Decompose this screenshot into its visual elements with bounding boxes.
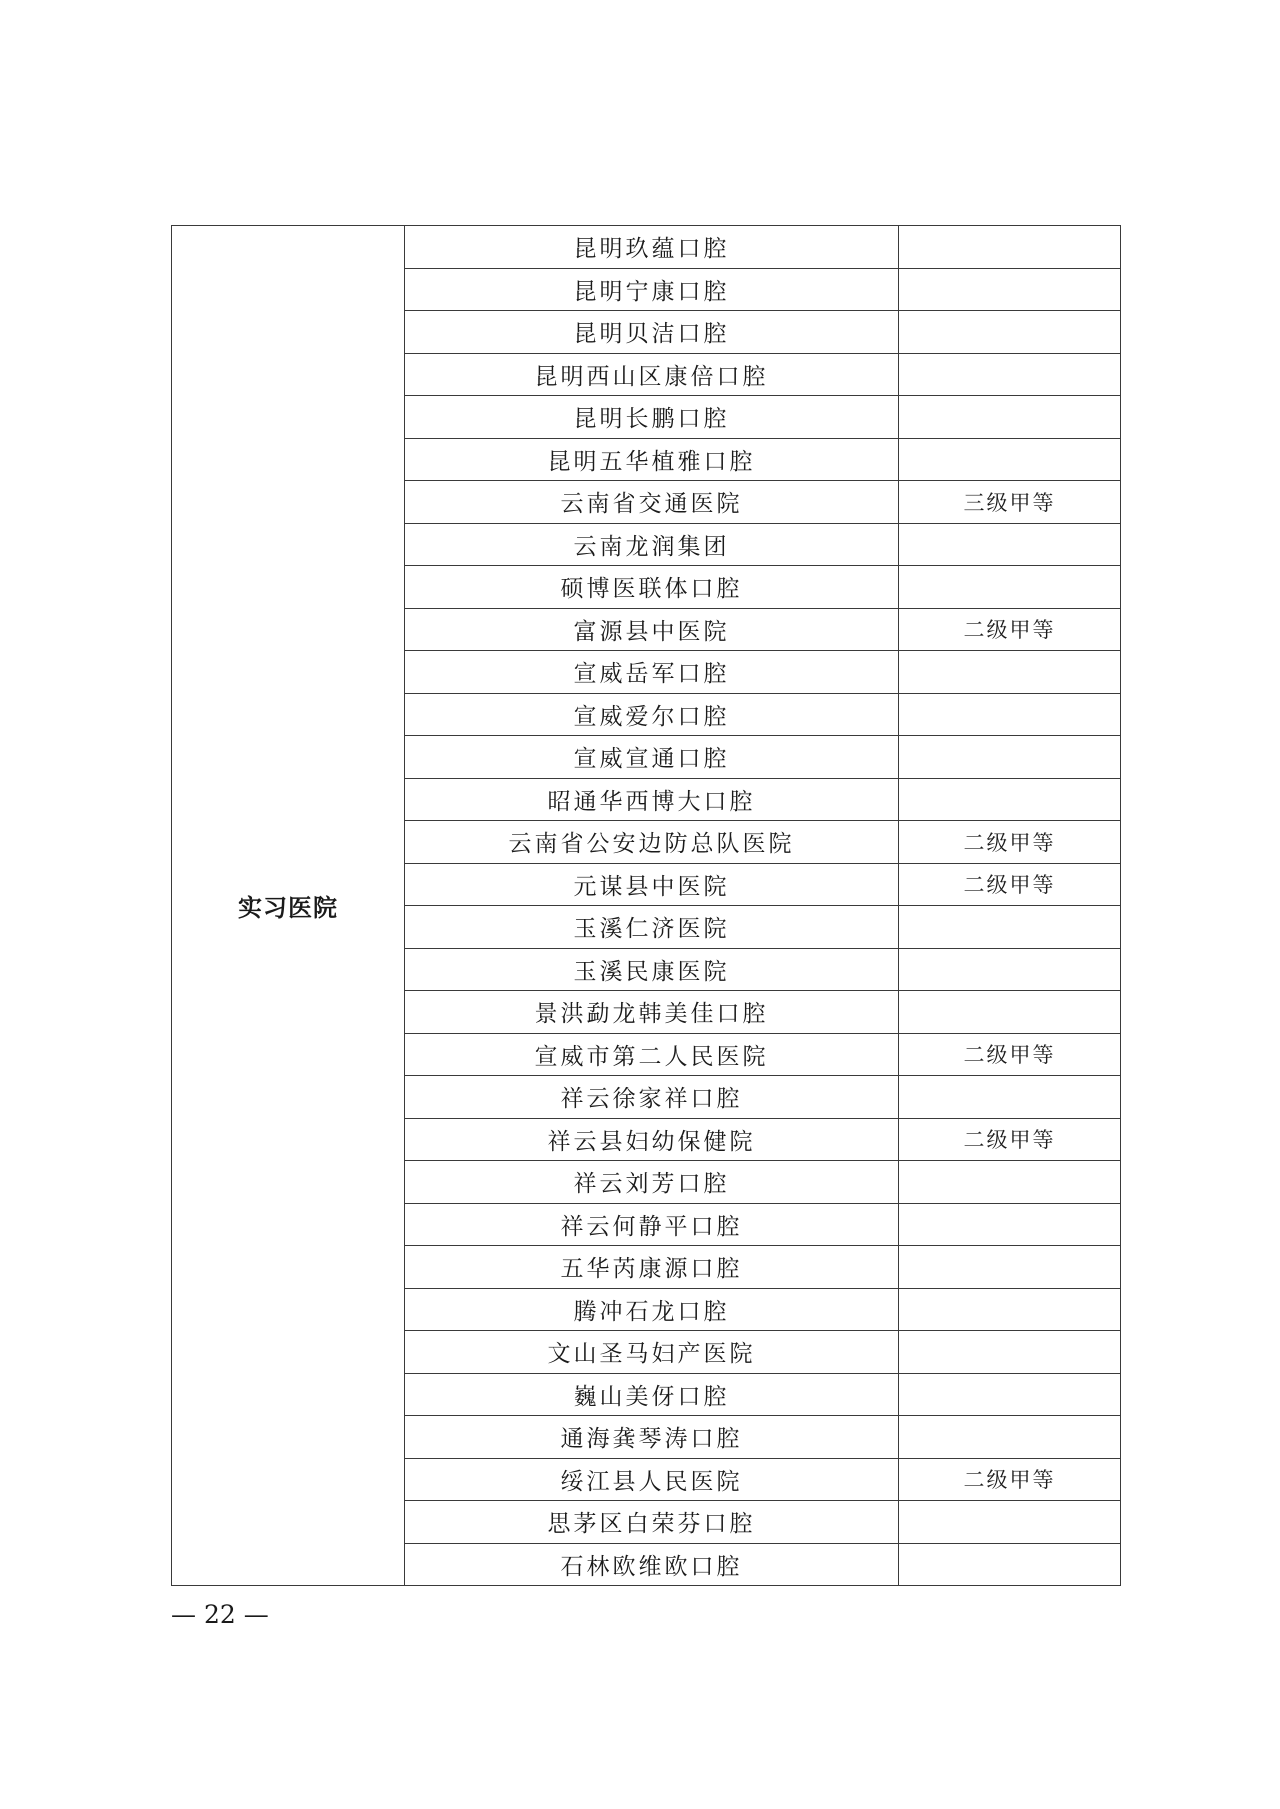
hospital-name-cell: 昆明西山区康倍口腔 — [405, 353, 899, 396]
hospital-name-cell: 绥江县人民医院 — [405, 1458, 899, 1501]
hospital-name-cell: 云南龙润集团 — [405, 523, 899, 566]
hospital-name-cell: 宣威宣通口腔 — [405, 736, 899, 779]
hospital-name-cell: 五华芮康源口腔 — [405, 1246, 899, 1289]
hospital-level-cell: 三级甲等 — [899, 481, 1121, 524]
hospital-name-cell: 腾冲石龙口腔 — [405, 1288, 899, 1331]
hospital-level-cell — [899, 1331, 1121, 1374]
hospital-name-cell: 祥云刘芳口腔 — [405, 1161, 899, 1204]
hospital-name-cell: 云南省公安边防总队医院 — [405, 821, 899, 864]
hospital-level-cell — [899, 1161, 1121, 1204]
hospital-name-cell: 云南省交通医院 — [405, 481, 899, 524]
hospital-level-cell — [899, 353, 1121, 396]
hospital-level-cell — [899, 736, 1121, 779]
hospital-level-cell — [899, 906, 1121, 949]
hospital-level-cell — [899, 268, 1121, 311]
hospital-name-cell: 硕博医联体口腔 — [405, 566, 899, 609]
hospital-level-cell — [899, 1076, 1121, 1119]
hospital-name-cell: 昆明玖蕴口腔 — [405, 226, 899, 269]
hospital-name-cell: 石林欧维欧口腔 — [405, 1543, 899, 1586]
hospital-level-cell: 二级甲等 — [899, 1118, 1121, 1161]
hospital-level-cell — [899, 311, 1121, 354]
hospital-name-cell: 宣威岳军口腔 — [405, 651, 899, 694]
hospital-name-cell: 巍山美伢口腔 — [405, 1373, 899, 1416]
hospital-level-cell — [899, 948, 1121, 991]
hospital-name-cell: 富源县中医院 — [405, 608, 899, 651]
hospital-level-cell: 二级甲等 — [899, 821, 1121, 864]
hospital-level-cell — [899, 523, 1121, 566]
hospital-name-cell: 玉溪仁济医院 — [405, 906, 899, 949]
hospital-name-cell: 元谋县中医院 — [405, 863, 899, 906]
hospital-level-cell: 二级甲等 — [899, 1458, 1121, 1501]
hospital-name-cell: 祥云何静平口腔 — [405, 1203, 899, 1246]
hospital-name-cell: 昆明宁康口腔 — [405, 268, 899, 311]
hospital-level-cell — [899, 651, 1121, 694]
table-body — [172, 226, 1121, 1586]
hospital-level-cell: 二级甲等 — [899, 1033, 1121, 1076]
hospital-name-cell: 祥云县妇幼保健院 — [405, 1118, 899, 1161]
hospital-level-cell: 二级甲等 — [899, 863, 1121, 906]
hospital-name-cell: 昆明长鹏口腔 — [405, 396, 899, 439]
hospital-name-cell: 宣威爱尔口腔 — [405, 693, 899, 736]
hospital-level-cell — [899, 438, 1121, 481]
hospital-name-cell: 昭通华西博大口腔 — [405, 778, 899, 821]
hospital-name-cell: 文山圣马妇产医院 — [405, 1331, 899, 1374]
hospital-level-cell — [899, 1203, 1121, 1246]
hospital-level-cell — [899, 1246, 1121, 1289]
page-number: — 22 — — [171, 1600, 269, 1629]
hospital-level-cell — [899, 778, 1121, 821]
hospital-level-cell — [899, 396, 1121, 439]
hospital-level-cell: 二级甲等 — [899, 608, 1121, 651]
hospital-level-cell — [899, 693, 1121, 736]
hospital-level-cell — [899, 1373, 1121, 1416]
hospital-level-cell — [899, 566, 1121, 609]
hospital-name-cell: 祥云徐家祥口腔 — [405, 1076, 899, 1119]
table-row — [172, 226, 1121, 269]
hospital-level-cell — [899, 991, 1121, 1034]
hospital-level-cell — [899, 1501, 1121, 1544]
category-cell: 实习医院 — [172, 226, 405, 1586]
hospital-name-cell: 昆明贝洁口腔 — [405, 311, 899, 354]
hospital-name-cell: 景洪勐龙韩美佳口腔 — [405, 991, 899, 1034]
hospital-level-cell — [899, 1416, 1121, 1459]
hospital-name-cell: 通海龚琴涛口腔 — [405, 1416, 899, 1459]
hospital-level-cell — [899, 226, 1121, 269]
hospital-table — [171, 225, 1121, 1586]
hospital-name-cell: 宣威市第二人民医院 — [405, 1033, 899, 1076]
hospital-level-cell — [899, 1288, 1121, 1331]
hospital-name-cell: 昆明五华植雅口腔 — [405, 438, 899, 481]
hospital-level-cell — [899, 1543, 1121, 1586]
hospital-name-cell: 思茅区白荣芬口腔 — [405, 1501, 899, 1544]
hospital-name-cell: 玉溪民康医院 — [405, 948, 899, 991]
